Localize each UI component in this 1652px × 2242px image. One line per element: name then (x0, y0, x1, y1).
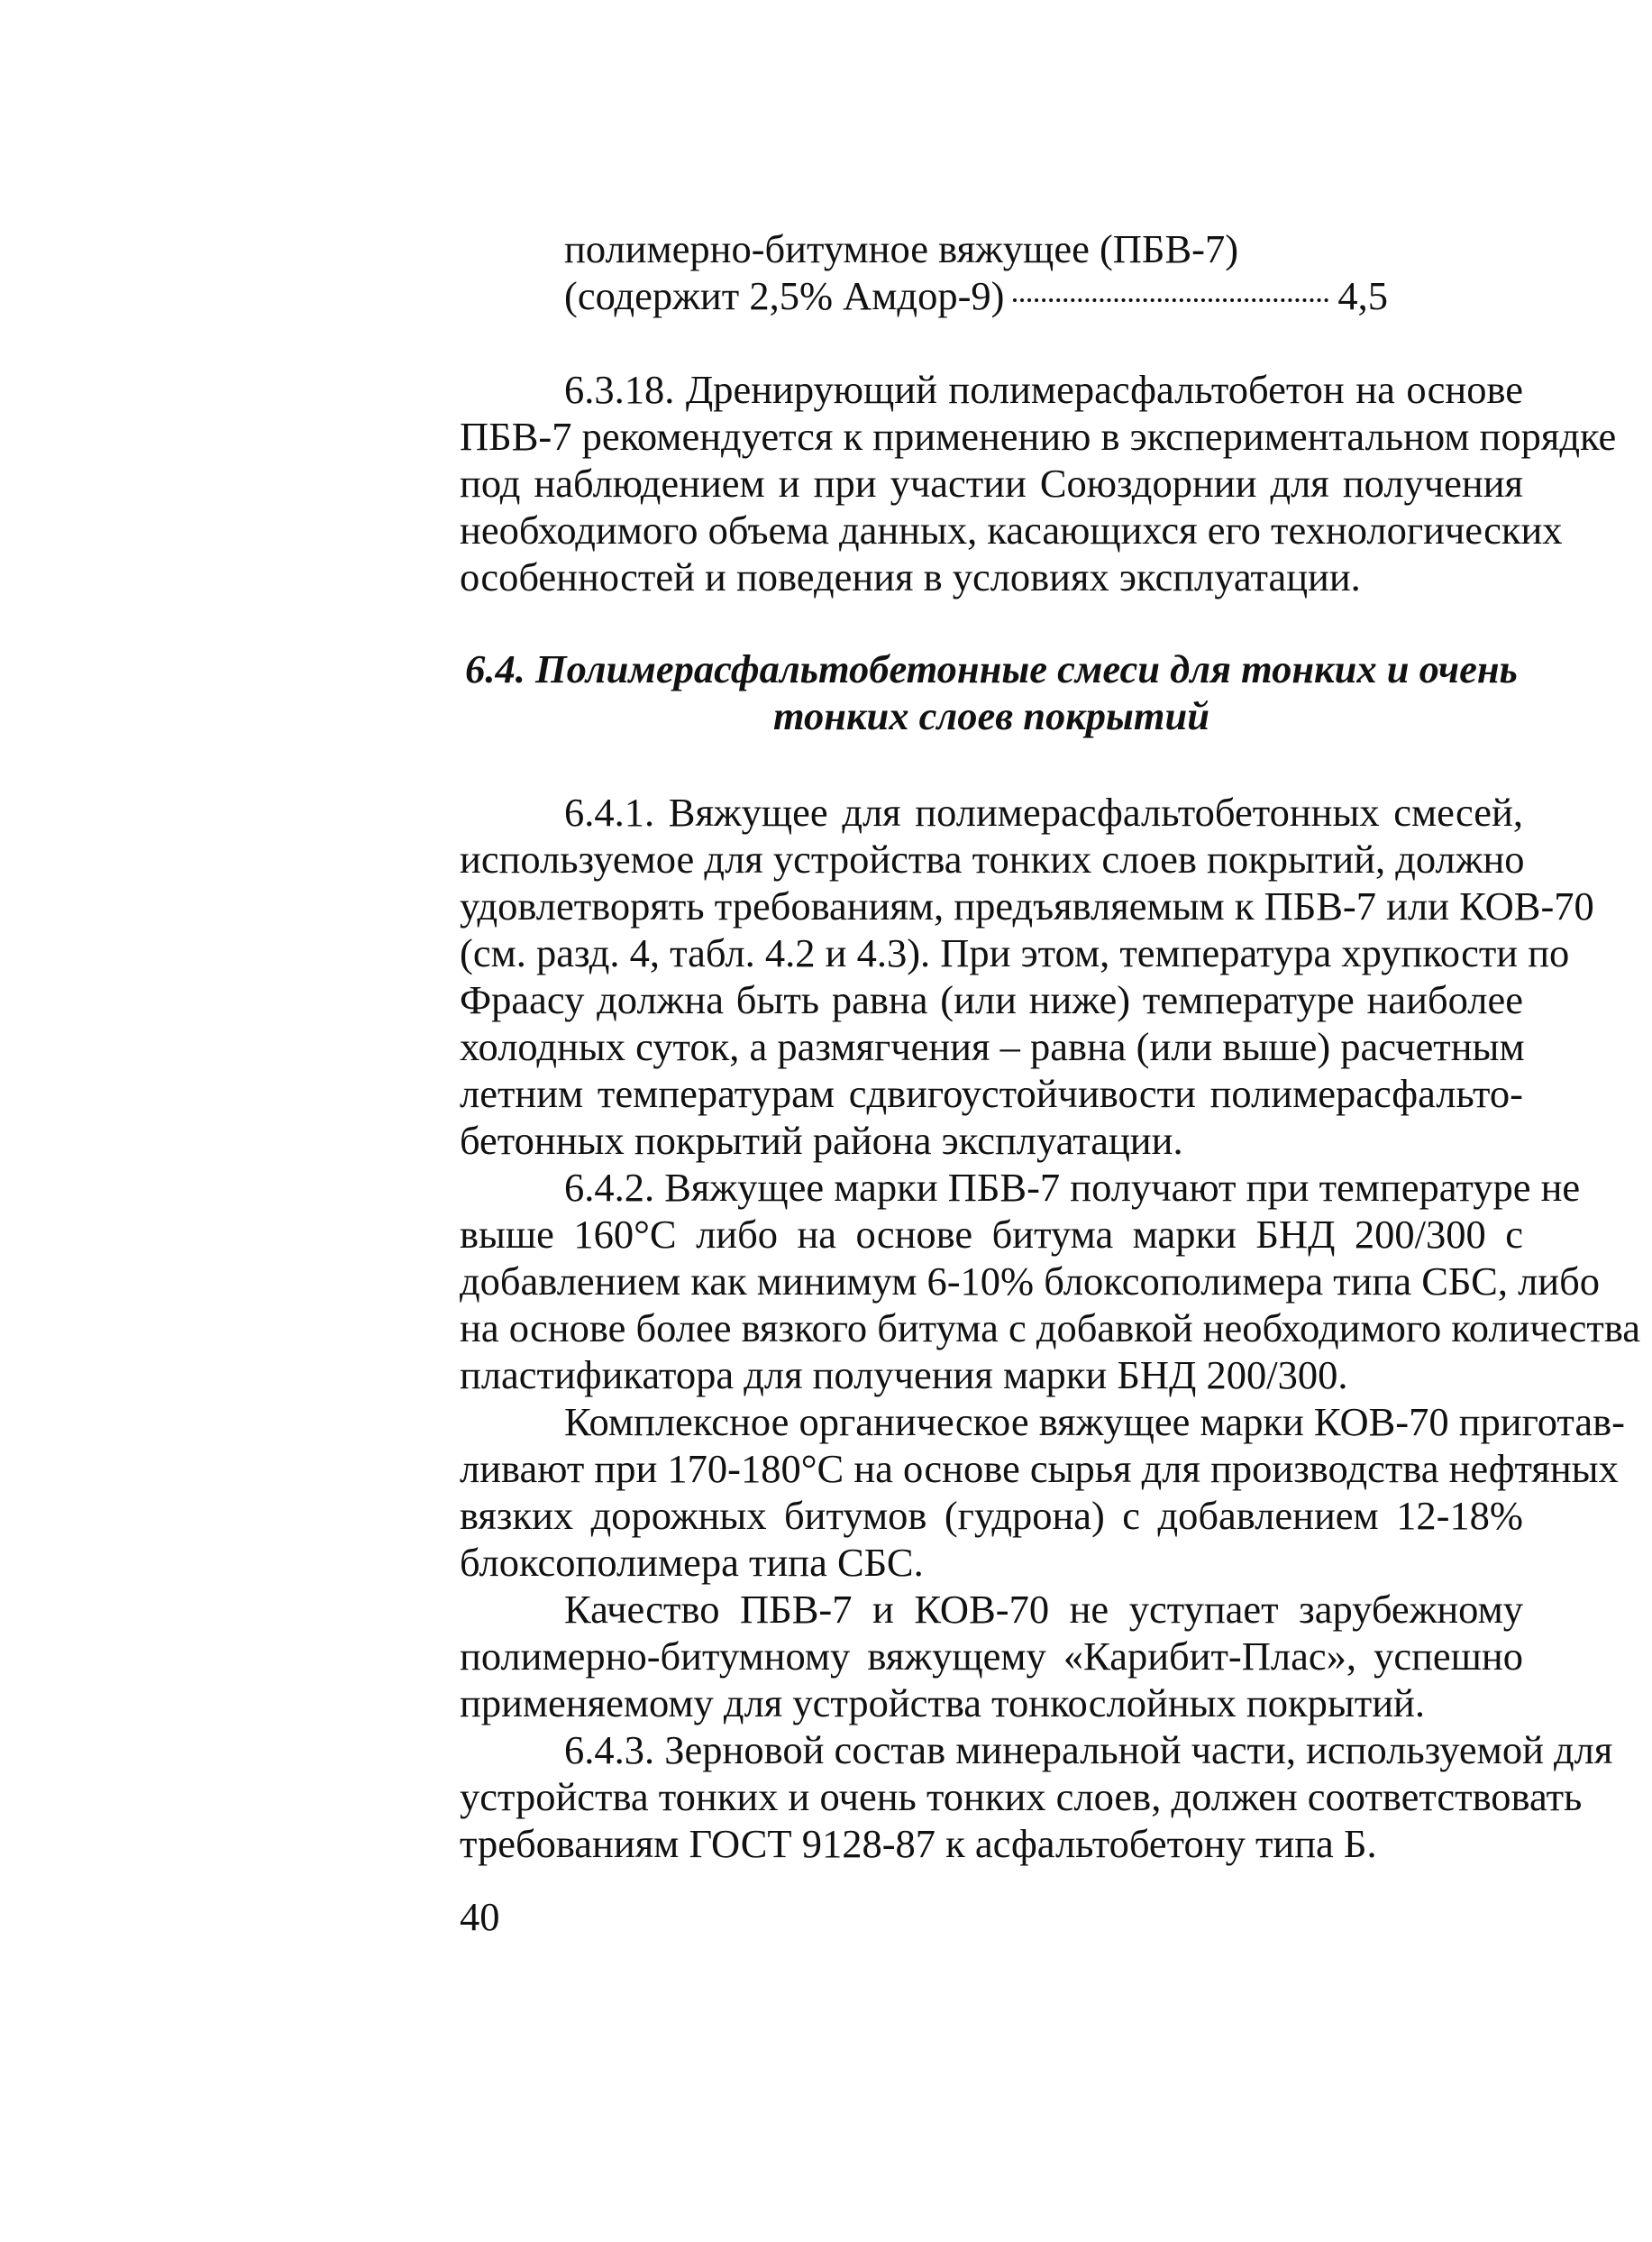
binder-name-line: полимерно-битумное вяжущее (ПБВ-7) (564, 226, 1239, 271)
paragraph-6-3-18 (460, 366, 1617, 600)
text-line: Комплексное органическое вяжущее марки КОВ-70 приготав- (564, 1399, 1625, 1444)
paragraph-6-4-3 (460, 1726, 1613, 1867)
text-line: необходимого объема данных, касающихся его технологических (460, 508, 1563, 553)
heading-line: тонких слоев покрытий (772, 693, 1210, 738)
text-line: требованиям ГОСТ 9128-87 к асфальтобетону типа Б. (460, 1821, 1377, 1866)
text-line: пластификатора для получения марки БНД 200/300. (460, 1352, 1348, 1397)
text-line: Фраасу должна быть равна (или ниже) температуре наиболее (460, 977, 1523, 1022)
text-line: 6.4.3. Зерновой состав минеральной части, используемой для (564, 1727, 1613, 1772)
text-line: Качество ПБВ-7 и КОВ-70 не уступает зарубежному (564, 1587, 1523, 1632)
paragraph-kov-70 (460, 1398, 1625, 1586)
text-line: летним температурам сдвигоустойчивости полимерасфальто- (460, 1071, 1523, 1116)
text-line: устройства тонких и очень тонких слоев, должен соответствовать (460, 1774, 1583, 1819)
text-line: на основе более вязкого битума с добавкой необходимого количества (460, 1305, 1640, 1350)
paragraph-quality (460, 1586, 1523, 1726)
text-line: добавлением как минимум 6-10% блоксополимера типа СБС, либо (460, 1258, 1601, 1304)
text-line: бетонных покрытий района эксплуатации. (460, 1118, 1183, 1163)
text-line: выше 160°С либо на основе битума марки БНД 200/300 с (460, 1212, 1523, 1257)
text-line: ливают при 170-180°С на основе сырья для производства нефтяных (460, 1446, 1619, 1491)
text-line: (см. разд. 4, табл. 4.2 и 4.3). При этом, температура хрупкости по (460, 930, 1570, 975)
text-line: используемое для устройства тонких слоев покрытий, должно (460, 837, 1525, 882)
binder-content-value: 4,5 (1337, 273, 1388, 318)
text-line: 6.4.2. Вяжущее марки ПБВ-7 получают при температуре не (564, 1165, 1581, 1210)
text-line: применяемому для устройства тонкослойных покрытий. (460, 1680, 1425, 1725)
binder-content-text: (содержит 2,5% Амдор-9) (564, 273, 1005, 318)
text-line: холодных суток, а размягчения – равна (или выше) расчетным (460, 1024, 1525, 1069)
text-line: блоксополимера типа СБС. (460, 1540, 924, 1585)
text-line: удовлетворять требованиям, предъявляемым к ПБВ-7 или КОВ-70 (460, 883, 1594, 929)
text-line: особенностей и поведения в условиях эксплуатации. (460, 554, 1361, 599)
text-line: 6.4.1. Вяжущее для полимерасфальтобетонных смесей, (564, 790, 1523, 835)
text-line: под наблюдением и при участии Союздорнии для получения (460, 461, 1523, 506)
heading-line: 6.4. Полимерасфальтобетонные смеси для тонких и очень (465, 646, 1518, 691)
dot-leader (1013, 298, 1328, 302)
text-line: вязких дорожных битумов (гудрона) с добавлением 12-18% (460, 1493, 1523, 1538)
document-page (460, 225, 1640, 1867)
page-number: 40 (460, 1894, 500, 1939)
text-line: полимерно-битумному вяжущему «Карибит-Плас», успешно (460, 1633, 1523, 1679)
binder-content-line (460, 272, 1388, 319)
paragraph-6-4-1 (460, 789, 1594, 1164)
paragraph-6-4-2 (460, 1164, 1640, 1398)
section-heading-6-4 (460, 645, 1523, 739)
text-line: 6.3.18. Дренирующий полимерасфальтобетон на основе (564, 367, 1523, 412)
text-line: ПБВ-7 рекомендуется к применению в экспериментальном порядке (460, 414, 1617, 459)
